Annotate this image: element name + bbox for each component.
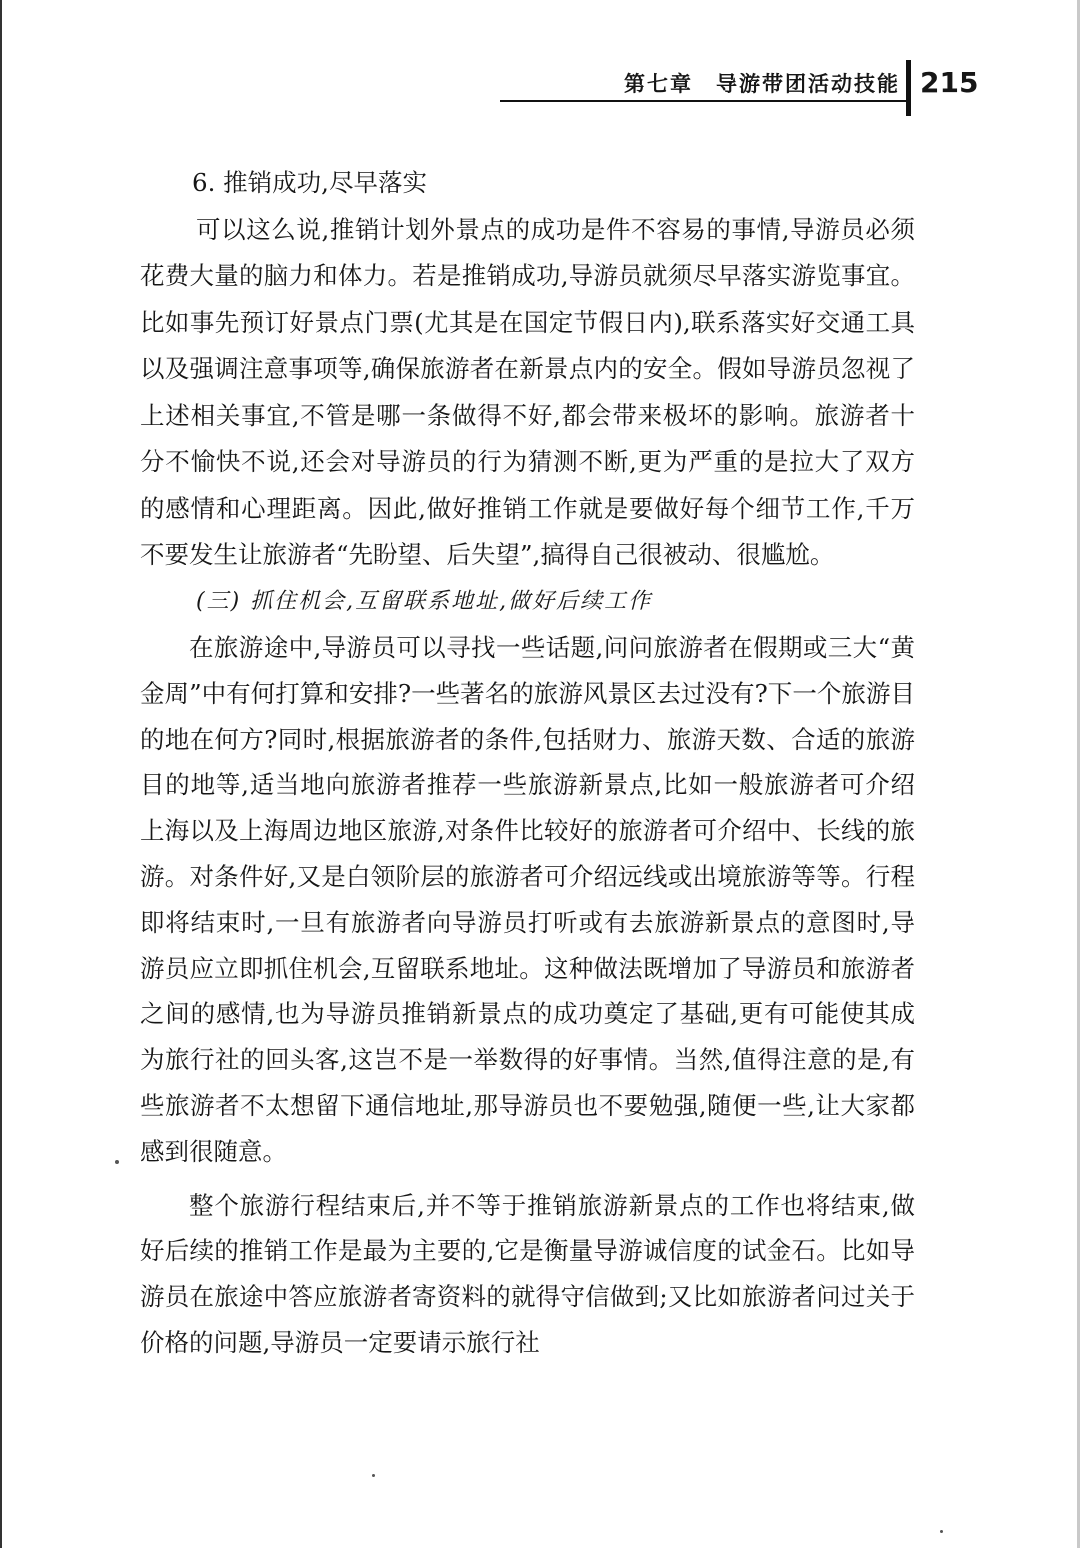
paragraph-1: 可以这么说,推销计划外景点的成功是件不容易的事情,导游员必须花费大量的脑力和体力。若是推销成功,导游员就须尽早落实游览事宜。比如事先预订好景点门票(尤其是在国定节假日内),联系落实好交通工具以及强调注意事项等,确保旅游者在新景点内的安全。假如导游员忽视了上述相关事宜,不管是哪一条做得不好,都会带来极坏的影响。旅游者十分不愉快不说,还会对导游员的行为猜测不断,更为严重的是拉大了双方的感情和心理距离。因此,做好推销工作就是要做好每个细节工作,千万不要发生让旅游者“先盼望、后失望”,搞得自己很被动、很尴尬。 [140,214,915,569]
page-body [140,160,915,1366]
scan-speck [115,1160,119,1164]
section-heading-3: (三) 抓住机会,互留联系地址,做好后续工作 [196,588,653,614]
section-heading-6: 6. 推销成功,尽早落实 [192,168,427,197]
header-divider-bar [906,60,911,116]
chapter-title: 第七章 导游带团活动技能 [624,72,900,96]
running-header [0,0,1080,130]
paragraph-2: 在旅游途中,导游员可以寻找一些话题,问问旅游者在假期或三大“黄金周”中有何打算和安排?一些著名的旅游风景区去过没有?下一个旅游目的地在何方?同时,根据旅游者的条件,包括财力、旅游天数、合适的旅游目的地等,适当地向旅游者推荐一些旅游新景点,比如一般旅游者可介绍上海以及上海周边地区旅游,对条件比较好的旅游者可介绍中、长线的旅游。对条件好,又是白领阶层的旅游者可介绍远线或出境旅游等等。行程即将结束时,一旦有旅游者向导游员打听或有去旅游新景点的意图时,导游员应立即抓住机会,互留联系地址。这种做法既增加了导游员和旅游者之间的感情,也为导游员推销新景点的成功奠定了基础,更有可能使其成为旅行社的回头客,这岂不是一举数得的好事情。当然,值得注意的是,有些旅游者不太想留下通信地址,那导游员也不要勉强,随便一些,让大家都感到很随意。 [140,633,915,1166]
page-left-edge [0,0,2,1548]
scan-speck [372,1474,375,1477]
page-number: 215 [920,66,979,99]
paragraph-3: 整个旅游行程结束后,并不等于推销旅游新景点的工作也将结束,做好后续的推销工作是最为主要的,它是衡量导游诚信度的试金石。比如导游员在旅途中答应旅游者寄资料的就得守信做到;又比如旅游者问过关于价格的问题,导游员一定要请示旅行社 [140,1190,915,1357]
scan-speck [940,1530,943,1533]
header-rule [500,100,906,102]
